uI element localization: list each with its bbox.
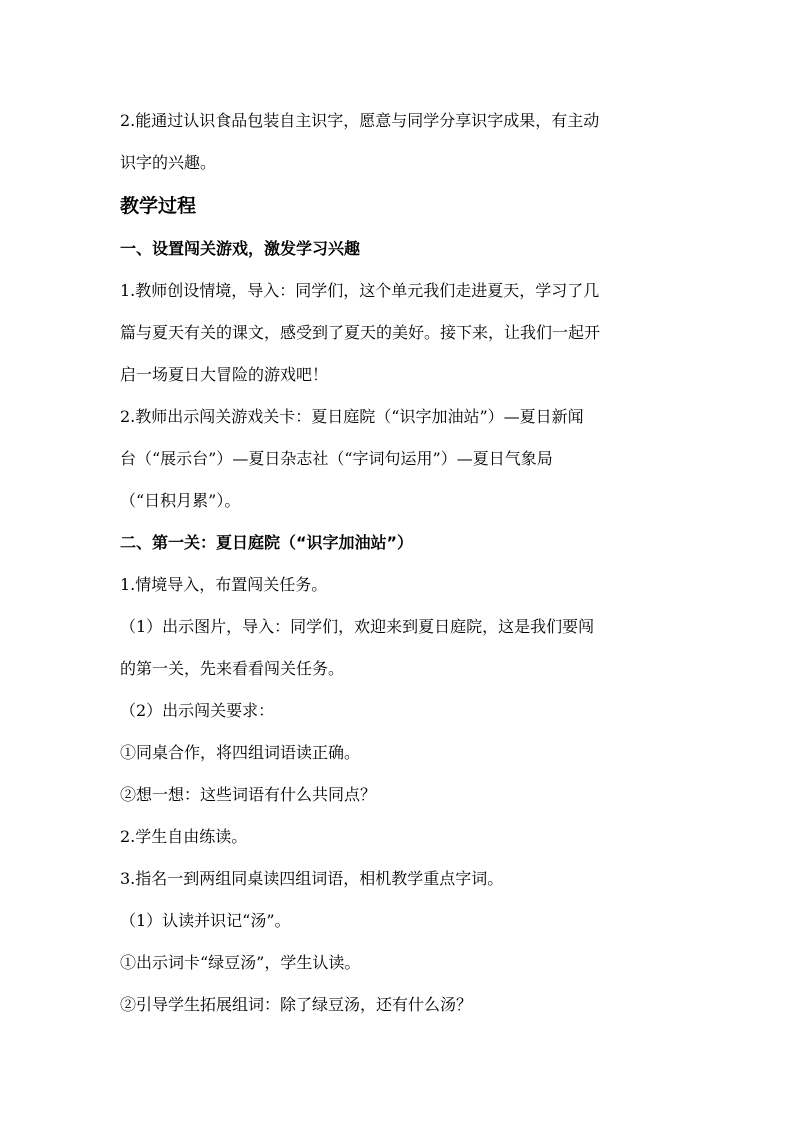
paragraph-line: 2.能通过认识食品包装自主识字，愿意与同学分享识字成果，有主动: [120, 111, 600, 130]
paragraph-line: ①同桌合作，将四组词语读正确。: [120, 743, 361, 762]
paragraph: [120, 732, 680, 774]
paragraph: [120, 270, 680, 396]
paragraph-line: （2）出示闯关要求：: [120, 701, 275, 720]
paragraph: [120, 942, 680, 984]
paragraph: [120, 816, 680, 858]
paragraph-line: 篇与夏天有关的课文，感受到了夏天的美好。接下来，让我们一起开: [120, 323, 601, 342]
paragraph: [120, 984, 680, 1026]
paragraph: [120, 100, 680, 184]
paragraph: [120, 900, 680, 942]
paragraph-line: （1）认读并识记“汤”。: [120, 911, 291, 930]
paragraph: [120, 690, 680, 732]
paragraph-line: ②引导学生拓展组词：除了绿豆汤，还有什么汤？: [120, 995, 473, 1014]
section-heading: 教学过程: [120, 195, 197, 217]
paragraph-line: 1.教师创设情境，导入：同学们，这个单元我们走进夏天，学习了几: [120, 281, 600, 300]
paragraph-line: ①出示词卡“绿豆汤”，学生认读。: [120, 953, 361, 972]
paragraph: [120, 774, 680, 816]
paragraph-line: （1）出示图片，导入：同学们，欢迎来到夏日庭院，这是我们要闯: [120, 617, 595, 636]
paragraph-line: 3.指名一到两组同桌读四组词语，相机教学重点字词。: [120, 869, 504, 888]
paragraph-line: 台（“展示台”）—夏日杂志社（“字词句运用”）—夏日气象局: [120, 449, 553, 468]
section-subheading: 一、设置闯关游戏，激发学习兴趣: [120, 239, 361, 258]
paragraph-line: ②想一想：这些词语有什么共同点？: [120, 785, 377, 804]
paragraph-line: 启一场夏日大冒险的游戏吧！: [120, 365, 329, 384]
paragraph-line: 2.教师出示闯关游戏关卡：夏日庭院（“识字加油站”）—夏日新闻: [120, 407, 584, 426]
paragraph: [120, 606, 680, 690]
paragraph-line: （“日积月累”）。: [120, 491, 241, 510]
paragraph-line: 的第一关，先来看看闯关任务。: [120, 659, 345, 678]
paragraph: [120, 564, 680, 606]
paragraph-line: 1.情境导入，布置闯关任务。: [120, 575, 328, 594]
section-subheading: 二、第一关：夏日庭院（“识字加油站”）: [120, 533, 414, 552]
paragraph: [120, 858, 680, 900]
paragraph-line: 识字的兴趣。: [120, 153, 217, 172]
paragraph: [120, 396, 680, 522]
paragraph-line: 2.学生自由练读。: [120, 827, 248, 846]
document-body: [120, 100, 680, 1026]
